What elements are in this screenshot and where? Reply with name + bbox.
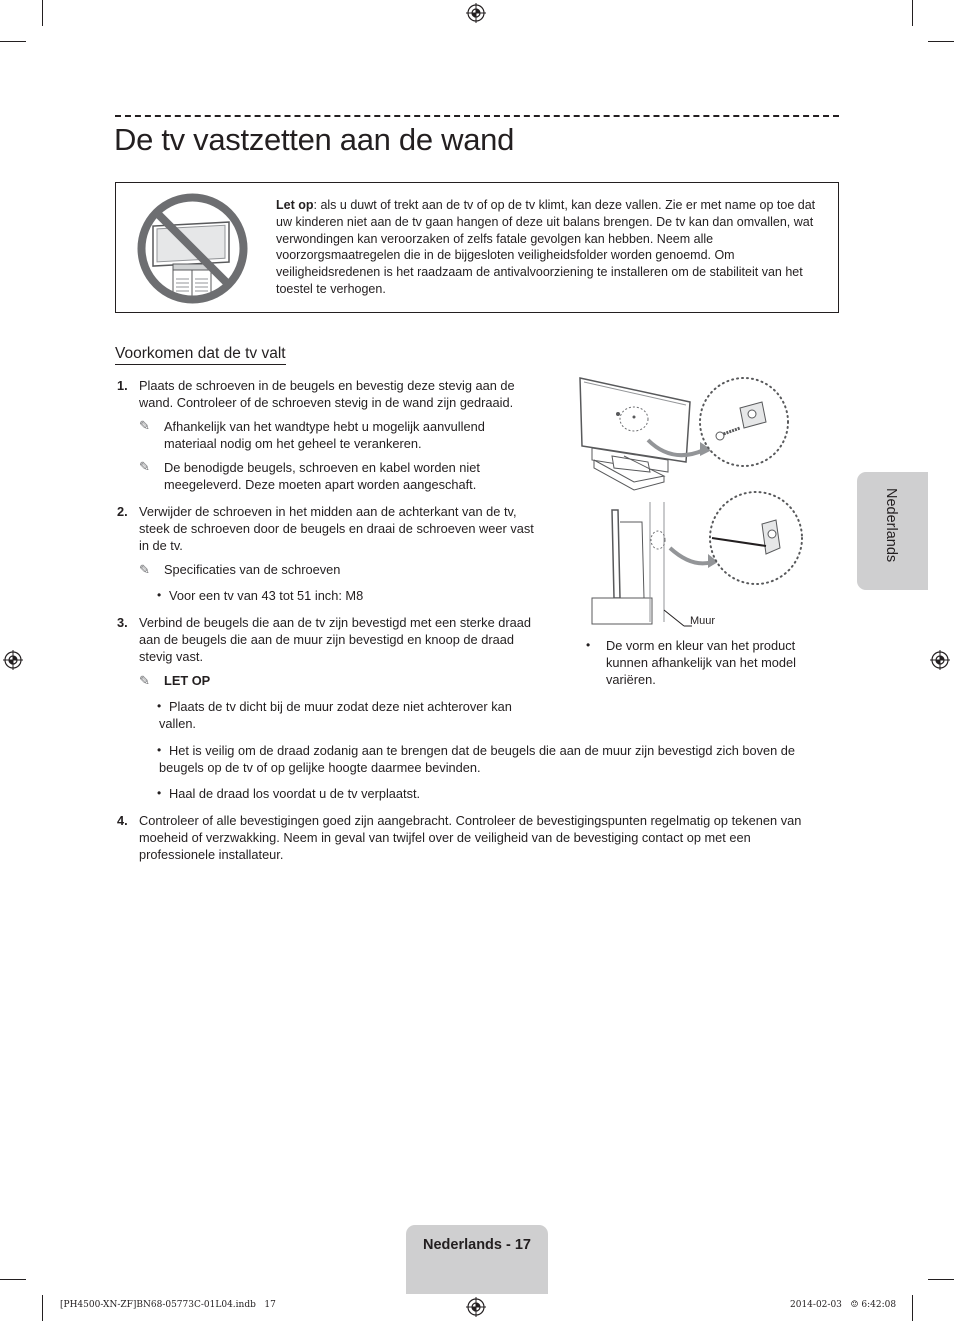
bullet-text: Voor een tv van 43 tot 51 inch: M8 — [169, 588, 364, 603]
print-slug-left: [PH4500-XN-ZF]BN68-05773C-01L04.indb 17 — [60, 1300, 276, 1310]
bullet-text: Plaats de tv dicht bij de muur zodat deze niet achterover kan vallen. — [159, 699, 512, 731]
bullet-icon: • — [157, 743, 162, 757]
section-heading: Voorkomen dat de tv valt — [115, 345, 286, 365]
note-text: Specificaties van de schroeven — [164, 562, 341, 577]
crop-mark — [42, 0, 43, 26]
warning-body: : als u duwt of trekt aan de tv of op de tv klimt, kan deze vallen. Zie er met name op toe dat uw kinderen niet aan de tv gaan hangen of deze uit balans brengen. De tv kan dan omvallen, wat verwondingen kan veroorzaken of zelfs fatale gevolgen kan hebben. Neem alle voorzorgsmaatregelen die in de bijgesloten veiligheidsfolder worden genoemd. Om veiligheidsredenen is het raadzaam de antivalvoorziening te installeren om de stabiliteit van het toestel te verhogen. — [276, 198, 816, 296]
pencil-note-icon: ✎ — [139, 673, 150, 688]
note-text: Afhankelijk van het wandtype hebt u mogelijk aanvullend materiaal nodig om het geheel te verankeren. — [164, 419, 485, 451]
no-climbing-tv-icon — [135, 191, 250, 306]
language-side-tab — [857, 472, 928, 590]
bullet-icon: • — [157, 786, 162, 800]
step-text: Controleer of alle bevestigingen goed zijn aangebracht. Controleer de bevestigingspunten regelmatig op tekenen van moeheid of verzwakking. Neem in geval van twijfel over de veiligheid van de bevestiging contact op met een professionele installateur. — [139, 813, 802, 862]
crop-mark — [912, 0, 913, 26]
language-side-tab-label: Nederlands — [883, 488, 899, 563]
bullet-text: Het is veilig om de draad zodanig aan te brengen dat de beugels die aan de muur zijn bevestigd zich boven de beugels op de tv of op gelijke hoogte daarmee bevinden. — [159, 743, 796, 775]
page-number-label: Nederlands - 17 — [423, 1237, 531, 1253]
note-text: De benodigde beugels, schroeven en kabel worden niet meegeleverd. Deze moeten apart worden aangeschaft. — [164, 460, 480, 492]
crop-mark — [0, 41, 26, 42]
page-title: De tv vastzetten aan de wand — [114, 122, 515, 157]
tv-back-view — [580, 378, 788, 490]
warning-box — [115, 182, 839, 313]
step-number: 4. — [117, 813, 128, 828]
bullet-icon: • — [157, 699, 162, 713]
warning-bold-label: Let op — [276, 198, 314, 212]
step-number: 1. — [117, 378, 128, 393]
crop-mark — [928, 1279, 954, 1280]
page-footer-tab — [406, 1225, 548, 1294]
pencil-note-icon: ✎ — [139, 562, 150, 577]
figure-caption: De vorm en kleur van het product kunnen afhankelijk van het model variëren. — [606, 638, 796, 687]
title-dashed-rule — [115, 115, 839, 117]
registration-mark-icon — [930, 650, 950, 670]
pencil-note-icon: ✎ — [139, 418, 150, 433]
crop-mark — [0, 1279, 26, 1280]
registration-mark-icon — [466, 1297, 486, 1317]
print-slug-right: 2014-02-03 ☺ 6:42:08 — [790, 1300, 897, 1310]
step-number: 2. — [117, 504, 128, 519]
bullet-text: Haal de draad los voordat u de tv verplaatst. — [169, 786, 421, 801]
crop-mark — [42, 1295, 43, 1321]
step-number: 3. — [117, 615, 128, 630]
crop-mark — [928, 41, 954, 42]
registration-mark-icon — [466, 3, 486, 23]
bullet-icon: • — [586, 638, 591, 652]
registration-mark-icon — [3, 650, 23, 670]
tv-side-view — [592, 492, 802, 626]
step-text: Verbind de beugels die aan de tv zijn bevestigd met een sterke draad aan de beugels die aan de muur zijn bevestigd en knoop de draad stevig vast. — [139, 615, 531, 664]
step-text: Plaats de schroeven in de beugels en bevestig deze stevig aan de wand. Controleer of de schroeven stevig in de wand zijn gedraaid. — [139, 378, 515, 410]
note-text: LET OP — [164, 673, 211, 688]
bullet-icon: • — [157, 588, 162, 602]
step-text: Verwijder de schroeven in het midden aan de achterkant van de tv, steek de schroeven door de beugels en draai de schroeven weer vast in de tv. — [139, 504, 534, 553]
crop-mark — [912, 1295, 913, 1321]
pencil-note-icon: ✎ — [139, 459, 150, 474]
wall-label: Muur — [690, 615, 716, 627]
warning-text — [276, 197, 822, 298]
tv-wall-mount-illustration — [572, 372, 812, 632]
